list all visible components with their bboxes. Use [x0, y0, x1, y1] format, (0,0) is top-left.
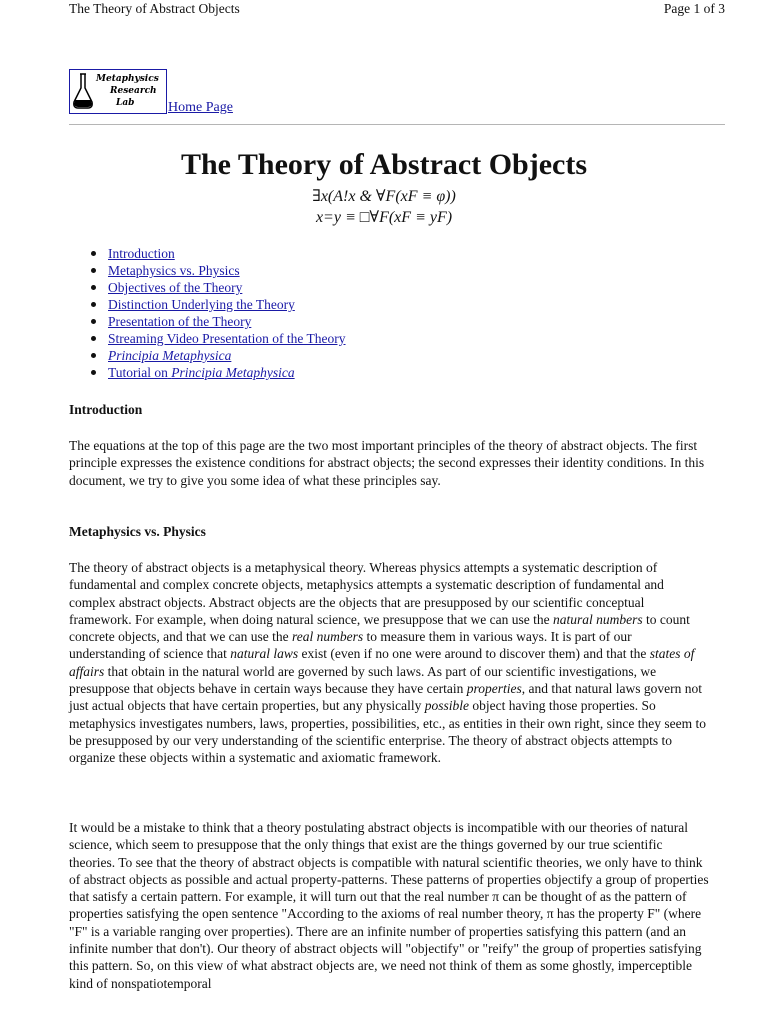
toc-item — [91, 313, 346, 330]
existence-principle-formula: ∃x(A!x & ∀F(xF ≡ φ)) — [312, 188, 456, 205]
toc-item — [91, 245, 346, 262]
metaphysics-lab-logo[interactable] — [69, 69, 167, 114]
toc-item — [91, 347, 346, 364]
toc-link-tutorial[interactable]: Tutorial on Principia Metaphysica — [108, 365, 295, 380]
section-heading-metaphysics-vs-physics: Metaphysics vs. Physics — [69, 524, 206, 539]
toc-item — [91, 279, 346, 296]
toc-link-objectives[interactable]: Objectives of the Theory — [108, 280, 243, 295]
toc-link-presentation[interactable]: Presentation of the Theory — [108, 314, 252, 329]
table-of-contents — [91, 245, 346, 381]
toc-link-principia[interactable]: Principia Metaphysica — [108, 348, 232, 363]
toc-item — [91, 296, 346, 313]
introduction-paragraph: The equations at the top of this page are the two most important principles of the theory of abstract objects. The first principle expresses the existence conditions for abstract objects; the second expresses their identity conditions. In this document, we try to give you some idea of what these principles say. — [69, 438, 705, 488]
toc-link-distinction[interactable]: Distinction Underlying the Theory — [108, 297, 295, 312]
horizontal-divider — [69, 124, 725, 125]
toc-link-introduction[interactable]: Introduction — [108, 246, 175, 261]
toc-link-metaphysics-vs-physics[interactable]: Metaphysics vs. Physics — [108, 263, 240, 278]
toc-item — [91, 262, 346, 279]
metaphysics-paragraph-2: It would be a mistake to think that a theory postulating abstract objects is incompatible with our theories of natural science, which seem to presuppose that the only things that exist are the things governed by our true scientific theories. To see that the theory of abstract objects is compatible with natural scientific theories, we only have to think of abstract objects as possible and actual property-patterns. These patterns of properties objectify a group of properties that satisfy a certain pattern. For example, it will turn out that the real number π can be thought of as the pattern of properties satisfying the open sentence "According to the axioms of real number theory, π has the property F" (where "F" is a variable ranging over properties). There are an infinite number of properties satisfying this pattern (and an infinite number that don't). Our theory of abstract objects will "objectify" or "reify" the group of properties satisfying this pattern. So, on this view of what abstract objects are, we need not think of them as some ghostly, imperceptible kind of nonspatiotemporal — [69, 820, 709, 991]
flask-icon — [72, 72, 94, 110]
section-heading-introduction: Introduction — [69, 402, 143, 417]
metaphysics-paragraph-1: The theory of abstract objects is a metaphysical theory. Whereas physics attempts a systematic description of fundamental and complex concrete objects, metaphysics attempts a systematic description of fundamental and complex abstract objects. Abstract objects are the objects that are presupposed by our scientific conceptual framework. For example, when doing natural science, we presuppose that we can use the natural numbers to count concrete objects, and that we can use the real numbers to measure them in various ways. It is part of our understanding of science that natural laws exist (even if no one were around to discover them) and that the states of affairs that obtain in the natural world are governed by such laws. As part of our scientific investigations, we presuppose that objects behave in certain ways because they have certain properties, and that natural laws govern not just actual objects that have certain properties, but any physically possible object having those properties. So metaphysics investigates numbers, laws, properties, possibilities, etc., as entities in their own right, since they seem to be presupposed by our very understanding of the scientific enterprise. The theory of abstract objects attempts to organize these objects within a systematic and axiomatic framework. — [69, 560, 706, 766]
toc-item — [91, 330, 346, 347]
page-title: The Theory of Abstract Objects — [180, 148, 588, 181]
logo-text: Metaphysics Research Lab — [96, 74, 159, 108]
home-page-link[interactable]: Home Page — [168, 100, 233, 115]
toc-item — [91, 364, 346, 381]
identity-principle-formula: x=y ≡ □∀F(xF ≡ yF) — [315, 209, 453, 226]
print-header — [0, 0, 768, 20]
print-header-page-number: Page 1 of 3 — [663, 1, 725, 16]
print-header-title: The Theory of Abstract Objects — [69, 1, 240, 16]
toc-link-streaming-video[interactable]: Streaming Video Presentation of the Theory — [108, 331, 346, 346]
